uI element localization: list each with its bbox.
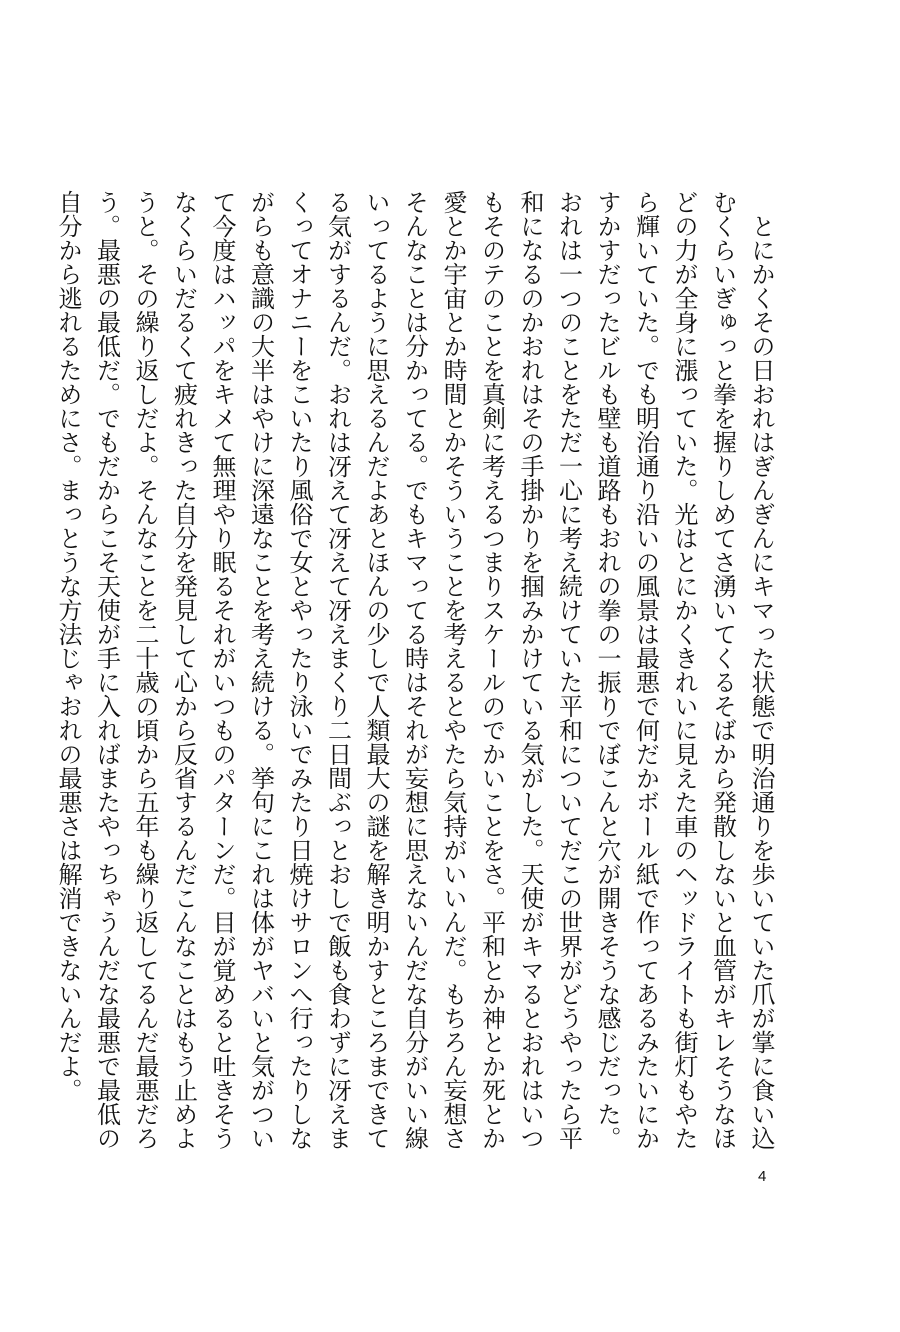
vertical-text-body: [49, 190, 781, 1150]
page-number: 4: [758, 1168, 767, 1185]
body-paragraph: とにかくその日おれはぎんぎんにキマった状態で明治通りを歩いていた爪が掌に食い込むくらいぎゅっと拳を握りしめてさ湧いてくるそばから発散しないと血管がキレそうなほどの力が全身に漲っていた。光はとにかくきれいに見えた車のヘッドライトも街灯もやたら輝いていた。でも明治通り沿いの風景は最悪で何だかボール紙で作ってあるみたいにかすかすだったビルも壁も道路もおれの拳の一振りでぼこんと穴が開きそうな感じだった。おれは一つのことをただ一心に考え続けていた平和についてだこの世界がどうやったら平和になるのかおれはその手掛かりを掴みかけている気がした。天使がキマるとおれはいつもそのテのことを真剣に考えるつまりスケールのでかいことをさ。平和とか神とか死とか愛とか宇宙とか時間とかそういうことを考えるとやたら気持がいいんだ。もちろん妄想さそんなことは分かってる。でもキマってる時はそれが妄想に思えないんだな自分がいい線いってるように思えるんだよあとほんの少しで人類最大の謎を解き明かすところまできてる気がするんだ。おれは冴えて冴えて冴えまくり二日間ぶっとおしで飯も食わずに冴えまくってオナニーをこいたり風俗で女とやったり泳いでみたり日焼けサロンへ行ったりしながらも意識の大半はやけに深遠なことを考え続ける。挙句にこれは体がヤバいと気がついて今度はハッパをキメて無理やり眠るそれがいつものパターンだ。目が覚めると吐きそうなくらいだるくて疲れきった自分を発見して心から反省するんだこんなことはもう止めようと。その繰り返しだよ。そんなことを二十歳の頃から五年も繰り返してるんだ最悪だろう。最悪の最低だ。でもだからこそ天使が手に入ればまたやっちゃうんだな最悪で最低の自分から逃れるためにさ。まっとうな方法じゃおれの最悪さは解消できないんだよ。: [54, 190, 775, 1150]
